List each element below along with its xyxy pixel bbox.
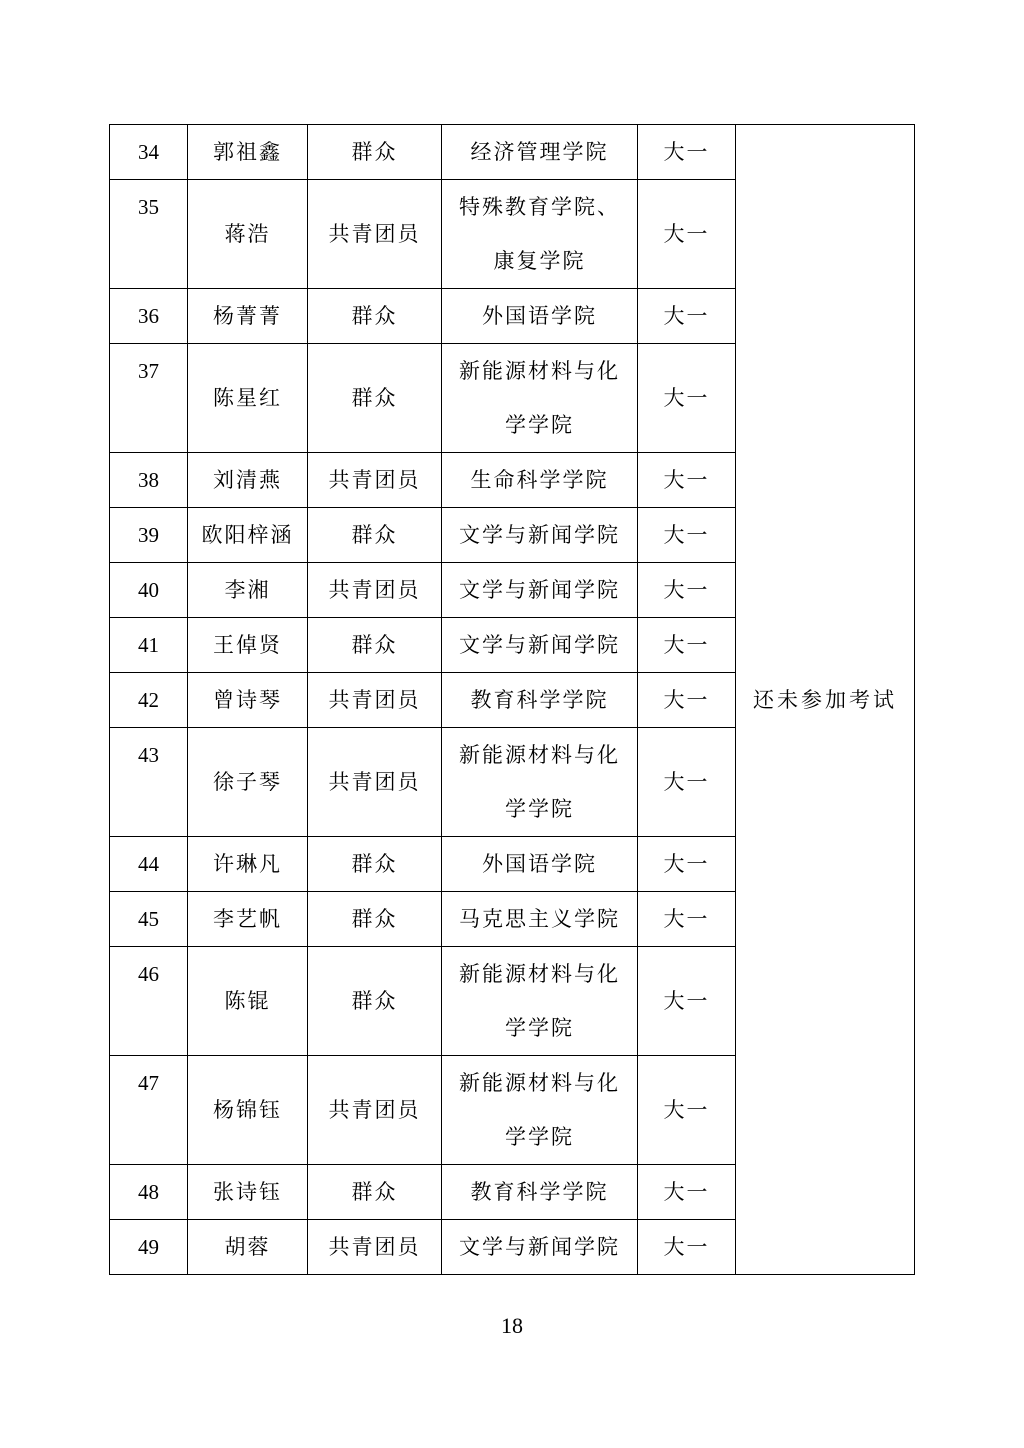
page-number: 18	[501, 1313, 523, 1338]
college-line-2: 学学院	[505, 1016, 574, 1040]
name-cell: 王倬贤	[188, 618, 308, 673]
political-status-cell: 群众	[308, 837, 442, 892]
row-number-cell: 35	[110, 180, 188, 289]
grade-cell: 大一	[638, 1165, 736, 1220]
political-status-cell: 共青团员	[308, 563, 442, 618]
college-cell: 马克思主义学院	[442, 892, 638, 947]
name-cell: 胡蓉	[188, 1220, 308, 1275]
name-cell: 杨菁菁	[188, 289, 308, 344]
political-status-cell: 共青团员	[308, 1220, 442, 1275]
grade-cell: 大一	[638, 563, 736, 618]
political-status-cell: 群众	[308, 892, 442, 947]
college-cell	[442, 728, 638, 837]
name-cell: 陈锟	[188, 947, 308, 1056]
row-number-cell: 34	[110, 125, 188, 180]
college-line-1: 新能源材料与化	[459, 962, 620, 986]
college-cell	[442, 344, 638, 453]
college-cell: 教育科学学院	[442, 1165, 638, 1220]
grade-cell: 大一	[638, 289, 736, 344]
row-number-cell: 39	[110, 508, 188, 563]
grade-cell: 大一	[638, 947, 736, 1056]
college-cell: 外国语学院	[442, 289, 638, 344]
grade-cell: 大一	[638, 673, 736, 728]
row-number-cell: 36	[110, 289, 188, 344]
name-cell: 刘清燕	[188, 453, 308, 508]
college-cell	[442, 1056, 638, 1165]
college-cell: 文学与新闻学院	[442, 508, 638, 563]
college-cell: 经济管理学院	[442, 125, 638, 180]
roster-body	[110, 125, 915, 1275]
student-roster-table	[109, 124, 915, 1275]
grade-cell: 大一	[638, 618, 736, 673]
name-cell: 陈星红	[188, 344, 308, 453]
row-number-cell: 49	[110, 1220, 188, 1275]
row-number-cell: 46	[110, 947, 188, 1056]
name-cell: 李艺帆	[188, 892, 308, 947]
grade-cell: 大一	[638, 344, 736, 453]
row-number-cell: 38	[110, 453, 188, 508]
college-line-1: 新能源材料与化	[459, 743, 620, 767]
grade-cell: 大一	[638, 728, 736, 837]
name-cell: 李湘	[188, 563, 308, 618]
political-status-cell: 共青团员	[308, 180, 442, 289]
college-cell	[442, 947, 638, 1056]
college-line-2: 康复学院	[493, 249, 586, 273]
grade-cell: 大一	[638, 125, 736, 180]
name-cell: 徐子琴	[188, 728, 308, 837]
political-status-cell: 共青团员	[308, 453, 442, 508]
grade-cell: 大一	[638, 837, 736, 892]
row-number-cell: 48	[110, 1165, 188, 1220]
college-line-1: 特殊教育学院、	[459, 195, 620, 219]
college-line-1: 新能源材料与化	[459, 1071, 620, 1095]
political-status-cell: 共青团员	[308, 728, 442, 837]
exam-status-note: 还未参加考试	[736, 125, 915, 1275]
grade-cell: 大一	[638, 453, 736, 508]
college-cell: 生命科学学院	[442, 453, 638, 508]
college-line-1: 新能源材料与化	[459, 359, 620, 383]
college-cell: 文学与新闻学院	[442, 563, 638, 618]
college-cell: 教育科学学院	[442, 673, 638, 728]
political-status-cell: 共青团员	[308, 1056, 442, 1165]
row-number-cell: 40	[110, 563, 188, 618]
row-number-cell: 45	[110, 892, 188, 947]
row-number-cell: 42	[110, 673, 188, 728]
grade-cell: 大一	[638, 892, 736, 947]
grade-cell: 大一	[638, 180, 736, 289]
college-cell: 文学与新闻学院	[442, 1220, 638, 1275]
name-cell: 蒋浩	[188, 180, 308, 289]
political-status-cell: 群众	[308, 289, 442, 344]
row-number-cell: 37	[110, 344, 188, 453]
political-status-cell: 群众	[308, 618, 442, 673]
row-number-cell: 47	[110, 1056, 188, 1165]
name-cell: 曾诗琴	[188, 673, 308, 728]
college-cell: 外国语学院	[442, 837, 638, 892]
political-status-cell: 群众	[308, 1165, 442, 1220]
grade-cell: 大一	[638, 508, 736, 563]
grade-cell: 大一	[638, 1220, 736, 1275]
grade-cell: 大一	[638, 1056, 736, 1165]
political-status-cell: 共青团员	[308, 673, 442, 728]
political-status-cell: 群众	[308, 947, 442, 1056]
college-cell	[442, 180, 638, 289]
college-line-2: 学学院	[505, 797, 574, 821]
name-cell: 欧阳梓涵	[188, 508, 308, 563]
political-status-cell: 群众	[308, 125, 442, 180]
college-cell: 文学与新闻学院	[442, 618, 638, 673]
row-number-cell: 44	[110, 837, 188, 892]
college-line-2: 学学院	[505, 1125, 574, 1149]
political-status-cell: 群众	[308, 344, 442, 453]
name-cell: 许琳凡	[188, 837, 308, 892]
political-status-cell: 群众	[308, 508, 442, 563]
row-number-cell: 41	[110, 618, 188, 673]
row-number-cell: 43	[110, 728, 188, 837]
name-cell: 杨锦钰	[188, 1056, 308, 1165]
name-cell: 郭祖鑫	[188, 125, 308, 180]
table-row	[110, 125, 915, 180]
name-cell: 张诗钰	[188, 1165, 308, 1220]
college-line-2: 学学院	[505, 413, 574, 437]
